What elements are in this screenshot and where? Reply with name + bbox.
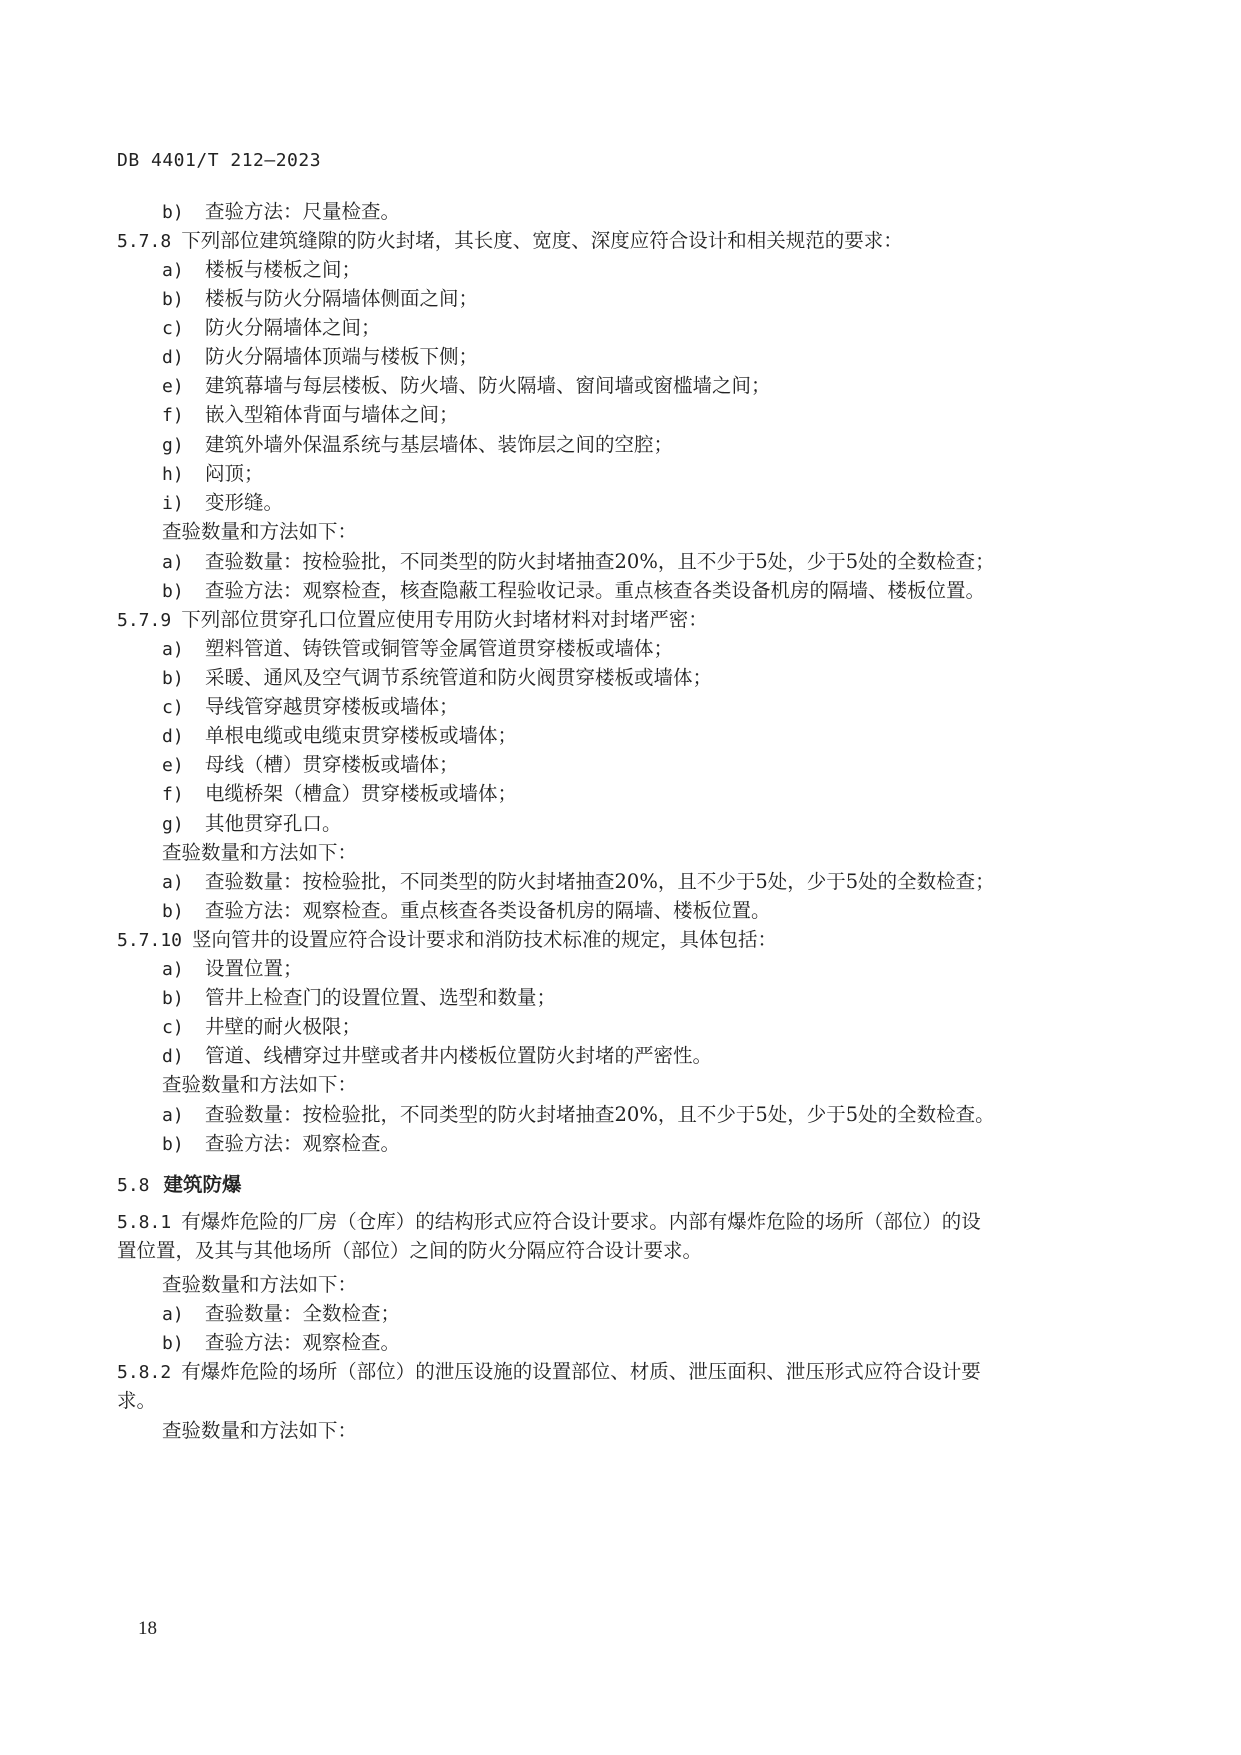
text-line [162,1302,400,1327]
line-text: 单根电缆或电缆束贯穿楼板或墙体； [205,724,518,747]
line-text: 建筑幕墙与每层楼板、防火墙、防火隔墙、窗间墙或窗槛墙之间； [205,374,771,397]
clause-line [117,1210,981,1235]
item-label: b) [162,202,184,223]
text-line [162,666,712,691]
line-text: 下列部位建筑缝隙的防火封堵，其长度、宽度、深度应符合设计和相关规范的要求： [181,229,903,252]
line-text: 查验数量和方法如下： [162,520,358,543]
text-line [162,753,459,778]
line-text: 楼板与防火分隔墙体侧面之间； [205,287,479,310]
item-label: d) [162,1046,184,1067]
line-text: 查验方法：尺量检查。 [205,200,401,223]
text-line [162,870,995,895]
text-line [162,812,342,837]
item-label: a) [162,552,184,573]
line-text: 查验方法：观察检查。重点核查各类设备机房的隔墙、楼板位置。 [205,899,771,922]
item-label: d) [162,347,184,368]
text-line [162,841,357,865]
item-label: e) [162,755,184,776]
line-text: 变形缝。 [205,491,284,514]
item-label: a) [162,1304,184,1325]
line-text: 竖向管井的设置应符合设计要求和消防技术标准的规定，具体包括： [192,928,778,951]
item-label: b) [162,1134,184,1155]
standard-code-header: DB 4401/T 212—2023 [117,150,322,171]
line-text: 母线（槽）贯穿楼板或墙体； [205,753,459,776]
clause-line [117,229,903,254]
item-label: c) [162,318,184,339]
text-line [162,1132,400,1157]
text-line [162,1103,995,1128]
clause-number: 5.7.9 [117,610,172,631]
clause-number: 5.7.8 [117,231,172,252]
item-label: a) [162,639,184,660]
clause-number: 5.8 [117,1175,150,1196]
item-label: a) [162,959,184,980]
line-text: 有爆炸危险的厂房（仓库）的结构形式应符合设计要求。内部有爆炸危险的场所（部位）的设 [181,1210,981,1233]
line-text: 有爆炸危险的场所（部位）的泄压设施的设置部位、材质、泄压面积、泄压形式应符合设计要 [181,1360,981,1383]
text-line [162,462,264,487]
text-line [162,1331,400,1356]
page-number: 18 [138,1618,157,1639]
item-label: d) [162,726,184,747]
text-line [162,899,771,924]
item-label: h) [162,464,184,485]
text-line [162,403,459,428]
line-text: 建筑外墙外保温系统与基层墙体、装饰层之间的空腔； [205,433,674,456]
line-text: 查验数量和方法如下： [162,1419,358,1442]
text-line [117,1389,156,1413]
line-text: 设置位置； [205,957,303,980]
text-line [162,520,357,544]
line-text: 管井上检查门的设置位置、选型和数量； [205,986,557,1009]
line-text: 查验方法：观察检查。 [205,1132,401,1155]
text-line [162,316,381,341]
text-line [162,1273,357,1297]
text-line [162,695,459,720]
text-line [162,1419,357,1443]
line-text: 置位置，及其与其他场所（部位）之间的防火分隔应符合设计要求。 [117,1239,703,1262]
item-label: b) [162,581,184,602]
line-text: 查验方法：观察检查。 [205,1331,401,1354]
clause-number: 5.7.10 [117,930,183,951]
line-text: 查验方法：观察检查，核查隐蔽工程验收记录。重点核查各类设备机房的隔墙、楼板位置。 [205,579,986,602]
text-line [162,782,517,807]
text-line [162,986,556,1011]
clause-line [117,608,708,633]
item-label: b) [162,668,184,689]
line-text: 电缆桥架（槽盒）贯穿楼板或墙体； [205,782,518,805]
text-line [162,1015,361,1040]
text-line [162,1073,357,1097]
text-line [162,491,283,516]
clause-number: 5.8.2 [117,1362,172,1383]
item-label: b) [162,901,184,922]
item-label: i) [162,493,184,514]
item-label: b) [162,1333,184,1354]
line-text: 楼板与楼板之间； [205,258,362,281]
line-text: 防火分隔墙体顶端与楼板下侧； [205,345,479,368]
text-line [162,258,361,283]
line-text: 塑料管道、铸铁管或铜管等金属管道贯穿楼板或墙体； [205,637,674,660]
item-label: c) [162,697,184,718]
item-label: a) [162,872,184,893]
item-label: b) [162,988,184,1009]
text-line [162,957,303,982]
text-line [162,345,478,370]
line-text: 其他贯穿孔口。 [205,812,342,835]
line-text: 下列部位贯穿孔口位置应使用专用防火封堵材料对封堵严密： [181,608,708,631]
text-line [162,579,985,604]
text-line [162,287,478,312]
item-label: f) [162,405,184,426]
line-text: 导线管穿越贯穿楼板或墙体； [205,695,459,718]
line-text: 求。 [117,1389,157,1412]
line-text: 查验数量：全数检查； [205,1302,401,1325]
line-text: 查验数量和方法如下： [162,841,358,864]
line-text: 建筑防爆 [163,1173,242,1196]
text-line [162,1044,712,1069]
section-heading [117,1173,242,1198]
text-line [162,374,771,399]
item-label: a) [162,1105,184,1126]
line-text: 查验数量和方法如下： [162,1073,358,1096]
item-label: a) [162,260,184,281]
item-label: b) [162,289,184,310]
text-line [117,1239,702,1263]
line-text: 查验数量：按检验批，不同类型的防火封堵抽查20%，且不少于5处，少于5处的全数检查。 [205,1103,995,1126]
clause-line [117,1360,981,1385]
text-line [162,200,400,225]
line-text: 采暖、通风及空气调节系统管道和防火阀贯穿楼板或墙体； [205,666,713,689]
line-text: 查验数量和方法如下： [162,1273,358,1296]
line-text: 闷顶； [205,462,264,485]
line-text: 井壁的耐火极限； [205,1015,362,1038]
text-line [162,637,673,662]
item-label: c) [162,1017,184,1038]
item-label: f) [162,784,184,805]
line-text: 嵌入型箱体背面与墙体之间； [205,403,459,426]
line-text: 查验数量：按检验批，不同类型的防火封堵抽查20%，且不少于5处，少于5处的全数检查； [205,550,995,573]
clause-line [117,928,777,953]
text-line [162,550,995,575]
line-text: 管道、线槽穿过井壁或者井内楼板位置防火封堵的严密性。 [205,1044,713,1067]
clause-number: 5.8.1 [117,1212,172,1233]
item-label: e) [162,376,184,397]
item-label: g) [162,814,184,835]
item-label: g) [162,435,184,456]
text-line [162,433,673,458]
text-line [162,724,517,749]
line-text: 防火分隔墙体之间； [205,316,381,339]
line-text: 查验数量：按检验批，不同类型的防火封堵抽查20%，且不少于5处，少于5处的全数检查； [205,870,995,893]
